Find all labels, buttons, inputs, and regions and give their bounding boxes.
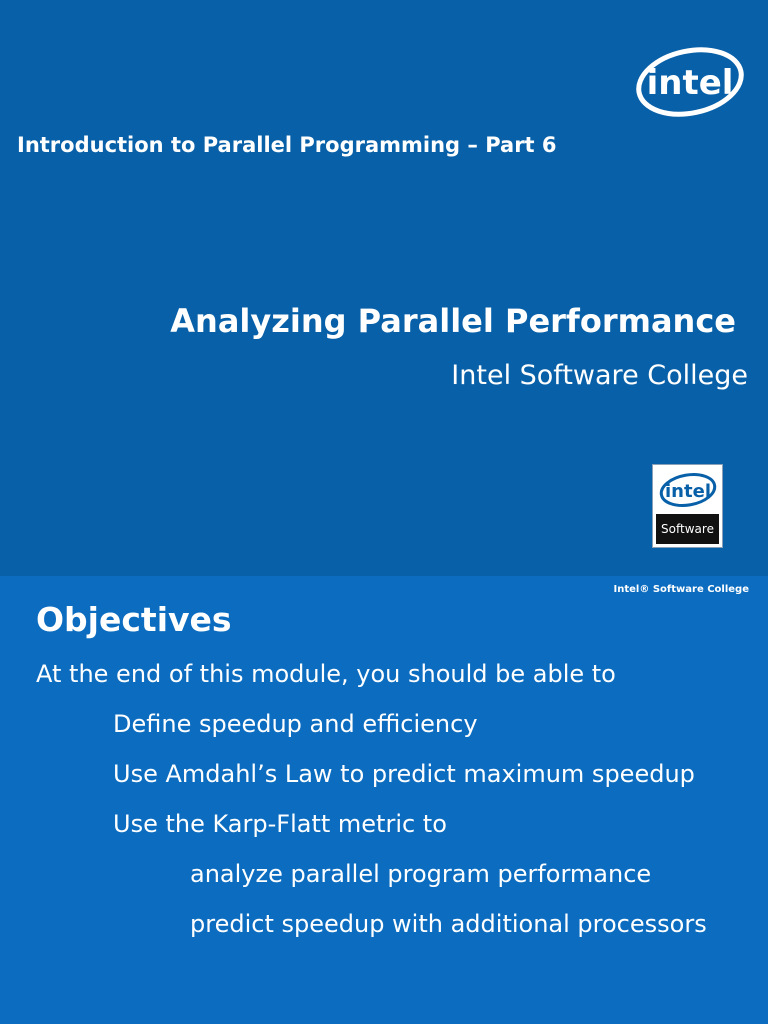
presenter-name: Intel Software College [451, 360, 748, 391]
intel-logo-graphic [634, 44, 746, 118]
intel-logo [634, 44, 746, 118]
footer-brand: Intel® Software College [613, 584, 749, 595]
objective-item: Use Amdahl’s Law to predict maximum speedup [113, 760, 695, 788]
course-subtitle: Introduction to Parallel Programming – Part 6 [17, 133, 557, 157]
objective-item: Use the Karp-Flatt metric to [113, 810, 447, 838]
badge-intel-text: intel [664, 481, 711, 502]
intel-software-badge [652, 464, 723, 548]
badge-intel-logo-icon [658, 469, 718, 511]
objectives-intro: At the end of this module, you should be able to [36, 660, 616, 688]
badge-logo [653, 465, 722, 515]
objectives-slide [0, 576, 768, 1024]
objective-subitem: analyze parallel program performance [190, 860, 652, 888]
intel-logo-text: intel [646, 63, 734, 103]
badge-software-label: Software [656, 514, 719, 544]
objective-item: Define speedup and efficiency [113, 710, 478, 738]
slide-title: Analyzing Parallel Performance [170, 302, 736, 340]
objectives-title: Objectives [36, 600, 232, 639]
objective-subitem: predict speedup with additional processors [190, 910, 707, 938]
